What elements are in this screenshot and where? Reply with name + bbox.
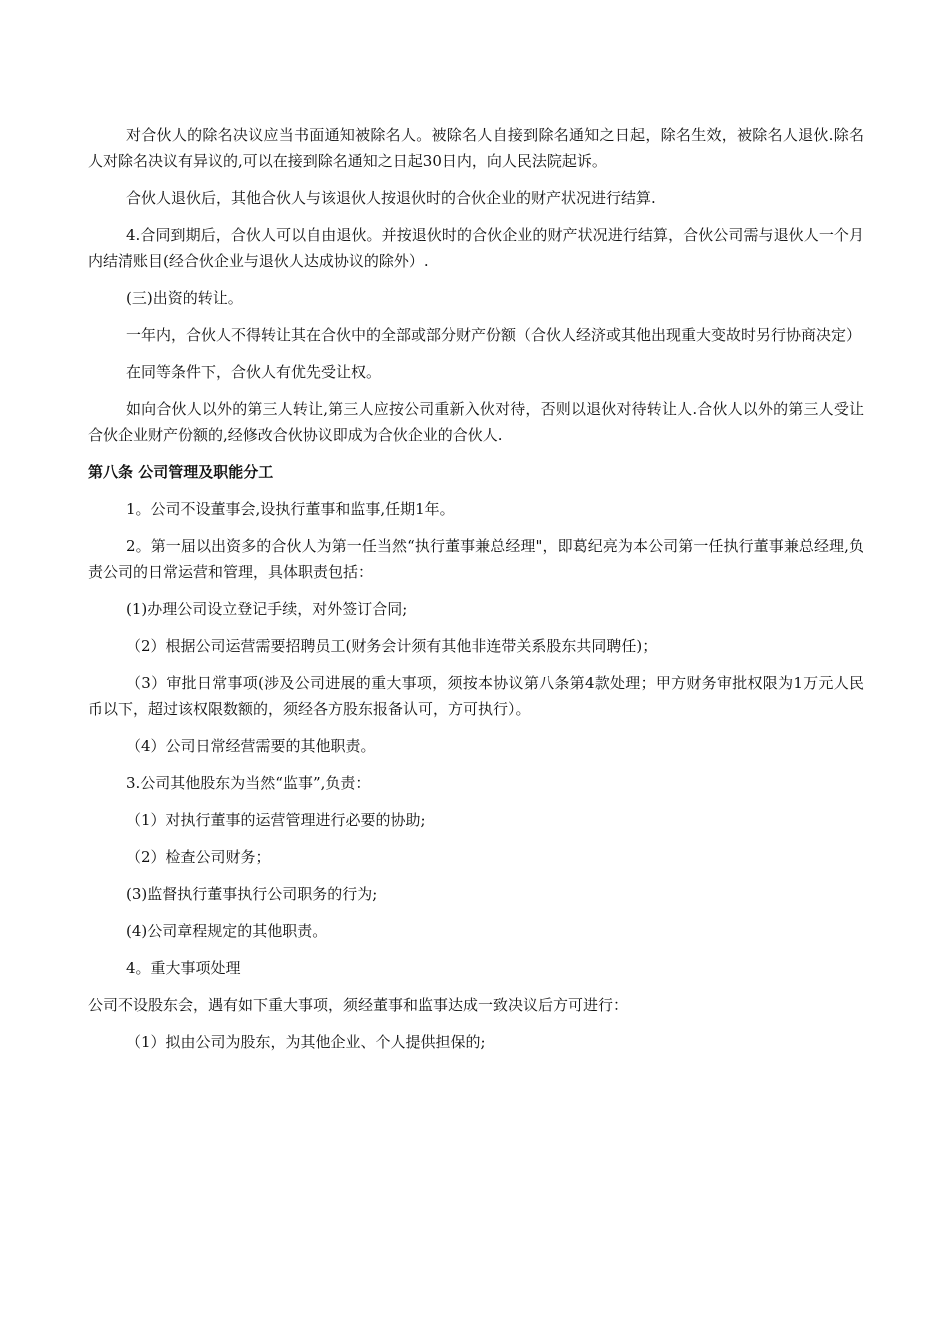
- list-item-registration: (1)办理公司设立登记手续，对外签订合同;: [126, 600, 408, 618]
- paragraph-transfer-restriction: 一年内，合伙人不得转让其在合伙中的全部或部分财产份额（合伙人经济或其他出现重大变故时另行协商决定）: [126, 326, 862, 344]
- paragraph-major-matters-heading: 4。重大事项处理: [126, 959, 241, 977]
- paragraph-third-party-transfer: 如向合伙人以外的第三人转让,第三人应按公司重新入伙对待，否则以退伙对待转让人.合伙人以外的第三人受让合伙企业财产份额的,经修改合伙协议即成为合伙企业的合伙人.: [88, 400, 864, 444]
- list-item-hiring: （2）根据公司运营需要招聘员工(财务会计须有其他非连带关系股东共同聘任)；: [126, 637, 658, 655]
- paragraph-no-board: 1。公司不设董事会,设执行董事和监事,任期1年。: [126, 500, 455, 518]
- paragraph-major-matters-intro: 公司不设股东会，遇有如下重大事项，须经董事和监事达成一致决议后方可进行：: [88, 996, 629, 1014]
- document-page: [88, 122, 864, 1066]
- paragraph-supervisors: 3.公司其他股东为当然“监事”,负责：: [126, 774, 371, 792]
- list-item-other-duties: （4）公司日常经营需要的其他职责。: [126, 737, 376, 755]
- paragraph-executive-director: 2。第一届以出资多的合伙人为第一任当然“执行董事兼总经理"，即葛纪亮为本公司第一任执行董事兼总经理,负责公司的日常运营和管理，具体职责包括：: [88, 537, 864, 581]
- list-item-approval: （3）审批日常事项(涉及公司进展的重大事项，须按本协议第八条第4款处理；甲方财务审批权限为1万元人民币以下，超过该权限数额的，须经各方股东报备认可，方可执行）。: [88, 674, 864, 718]
- list-item-guarantee: （1）拟由公司为股东，为其他企业、个人提供担保的;: [126, 1033, 486, 1051]
- paragraph-preemptive-right: 在同等条件下，合伙人有优先受让权。: [126, 363, 382, 381]
- article-8-heading: 第八条 公司管理及职能分工: [88, 463, 274, 481]
- list-item-assist: （1）对执行董事的运营管理进行必要的协助;: [126, 811, 426, 829]
- paragraph-withdrawal-settlement: 合伙人退伙后，其他合伙人与该退伙人按退伙时的合伙企业的财产状况进行结算.: [126, 189, 656, 207]
- paragraph-expulsion-notice: 对合伙人的除名决议应当书面通知被除名人。被除名人自接到除名通知之日起，除名生效，被除名人退伙.除名人对除名决议有异议的,可以在接到除名通知之日起30日内，向人民法院起诉。: [88, 126, 864, 170]
- list-item-check-finance: （2）检查公司财务；: [126, 848, 271, 866]
- list-item-supervise: (3)监督执行董事执行公司职务的行为;: [126, 885, 378, 903]
- list-item-charter-duties: (4)公司章程规定的其他职责。: [126, 922, 328, 940]
- section-capital-transfer: (三)出资的转让。: [126, 289, 243, 307]
- paragraph-contract-expiry: 4.合同到期后，合伙人可以自由退伙。并按退伙时的合伙企业的财产状况进行结算，合伙公司需与退伙人一个月内结清账目(经合伙企业与退伙人达成协议的除外）.: [88, 226, 864, 270]
